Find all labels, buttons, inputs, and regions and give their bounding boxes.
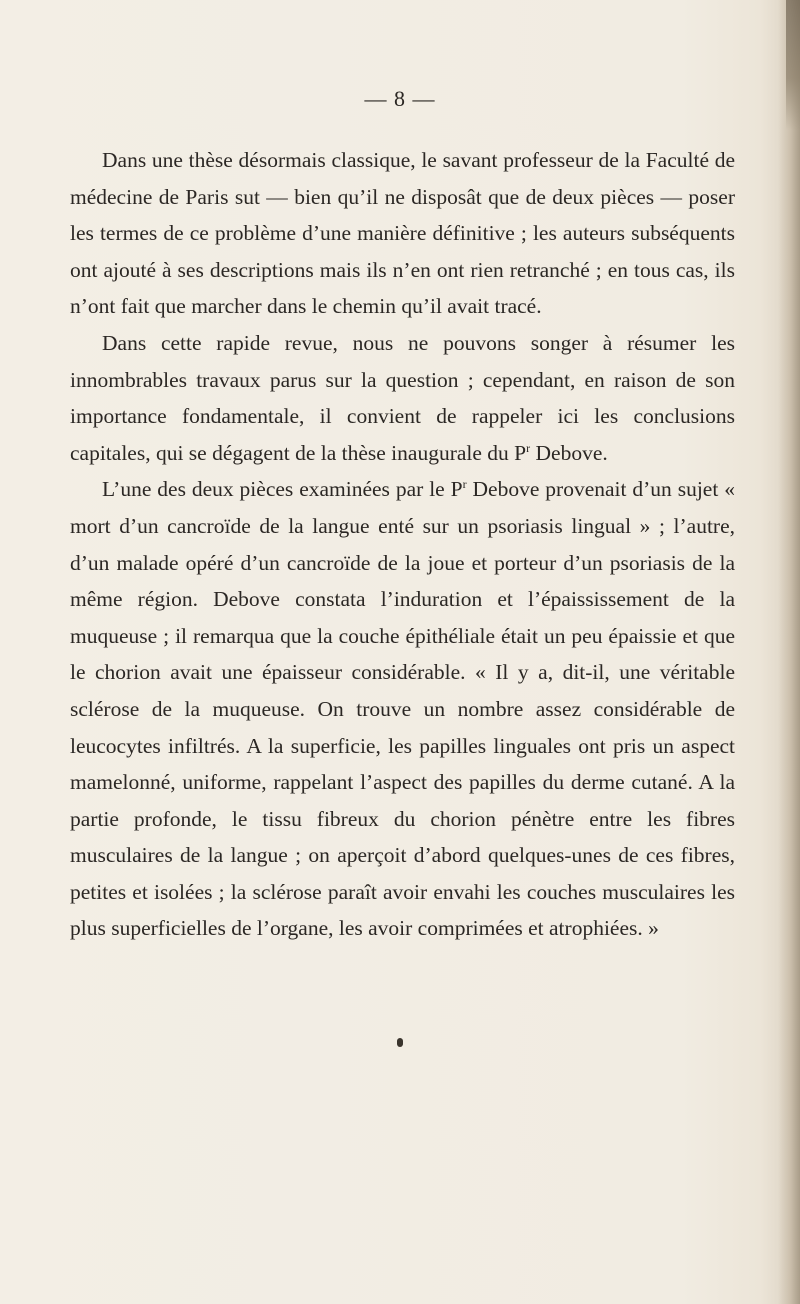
paragraph-2: Dans cette rapide revue, nous ne pouvons songer à résumer les innombrables travaux parus sur la question ; cependant, en raison de son importance fondamentale, il convient de rappeler ici les conclusions capitales, qui se dégagent de la thèse inaugurale du $P^r$ Debove. [70, 330, 735, 465]
ink-mark [397, 1038, 403, 1047]
paragraph-1: Dans une thèse désormais classique, le savant professeur de la Faculté de médecine de Paris sut — bien qu’il ne disposât que de deux pièces — poser les termes de ce problème d’une manière définitive ; les auteurs subséquents ont ajouté à ses descriptions mais ils n’en ont rien retranché ; en tous cas, ils n’ont fait que marcher dans le chemin qu’il avait tracé. [70, 148, 735, 319]
page-number: — 8 — [364, 86, 436, 111]
page-edge-shadow [778, 0, 800, 1304]
body-text [70, 142, 735, 947]
paragraph-3: L’une des deux pièces examinées par le $P^r$ Debove provenait d’un sujet « mort d’un cancroïde de la langue enté sur un psoriasis lingual » ; l’autre, d’un malade opéré d’un cancroïde de la joue et porteur d’un psoriasis de la même région. Debove constata l’induration et l’épaississement de la muqueuse ; il remarqua que la couche épithéliale était un peu épaissie et que le chorion avait une épaisseur considérable. « Il y a, dit-il, une véritable sclérose de la muqueuse. On trouve un nombre assez considérable de leucocytes infiltrés. A la superficie, les papilles linguales ont pris un aspect mamelonné, uniforme, rappelant l’aspect des papilles du derme cutané. A la partie profonde, le tissu fibreux du chorion pénètre entre les fibres musculaires de la langue ; on aperçoit d’abord quelques-unes de ces fibres, petites et isolées ; la sclérose paraît avoir envahi les couches musculaires les plus superficielles de l’organe, les avoir comprimées et atrophiées. » [70, 477, 735, 941]
